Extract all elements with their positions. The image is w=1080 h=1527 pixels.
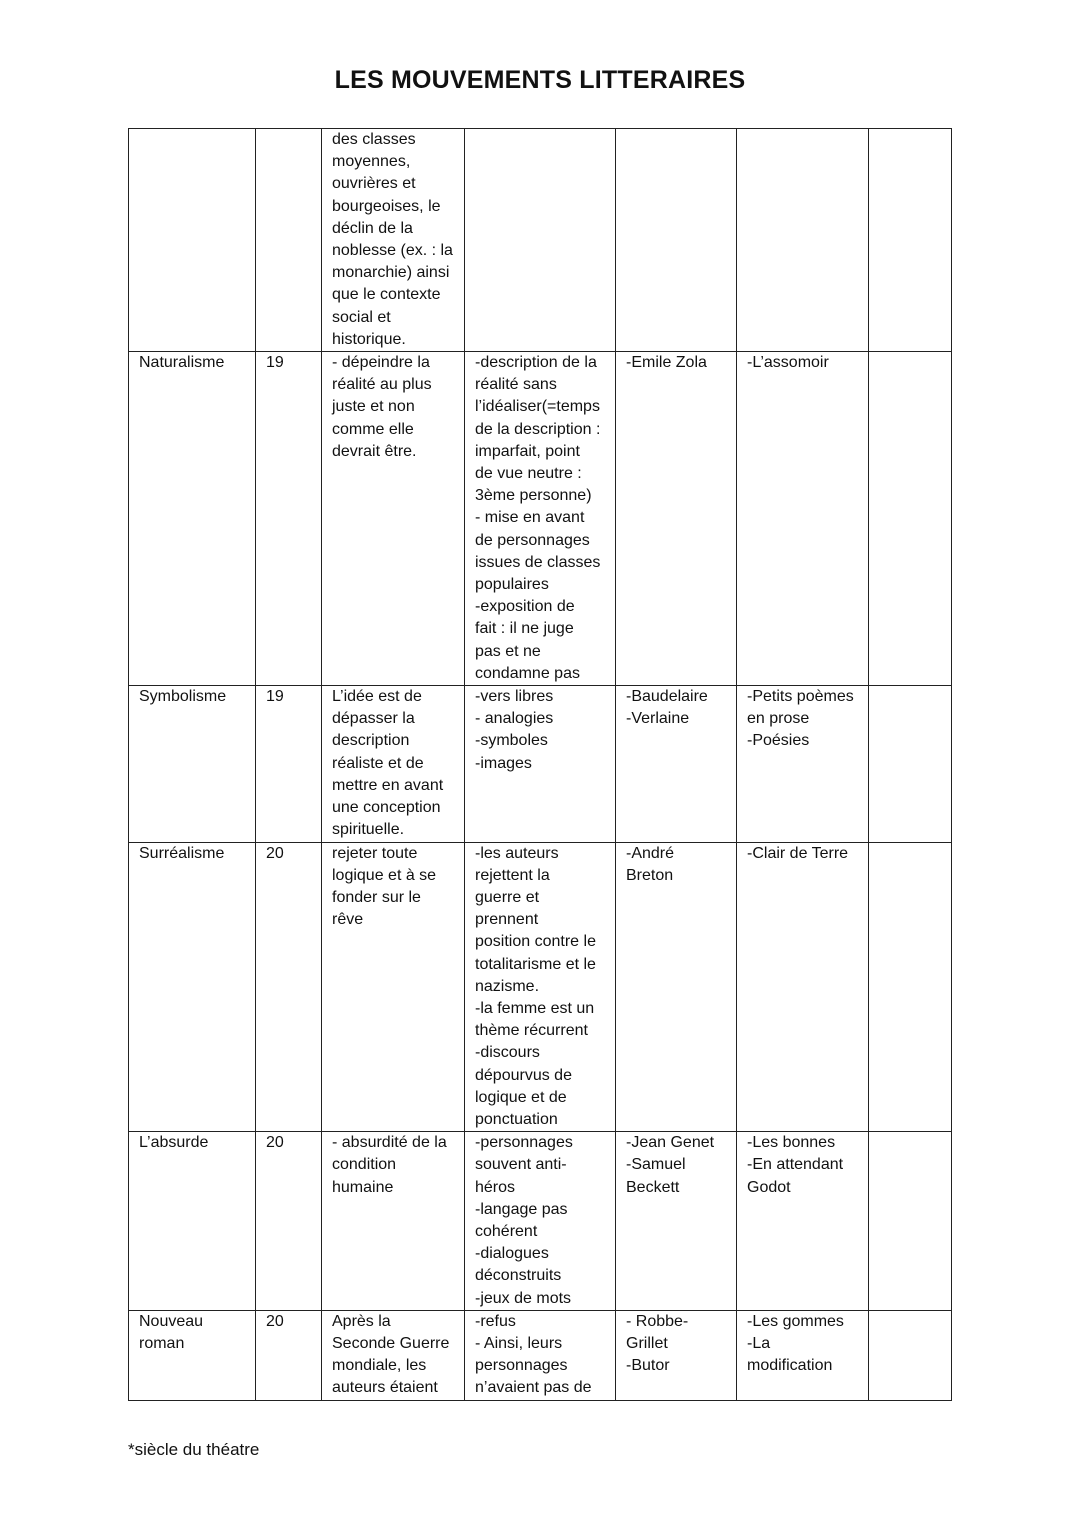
cell-caracteristiques: -description de la réalité sans l’idéaliser(=temps de la description : imparfait, point de vue neutre : 3ème personne) - mise en avant de personnages issues de classes populaires -exposition de fait : il ne juge pas et ne condamne pas xyxy=(465,352,616,686)
cell-extra xyxy=(869,686,952,842)
cell-auteurs: -André Breton xyxy=(616,842,737,1132)
cell-siecle: 20 xyxy=(256,842,322,1132)
cell-caracteristiques xyxy=(465,129,616,352)
cell-oeuvres: -Petits poèmes en prose -Poésies xyxy=(737,686,869,842)
cell-siecle xyxy=(256,129,322,352)
cell-mouvement: Symbolisme xyxy=(129,686,256,842)
cell-extra xyxy=(869,842,952,1132)
cell-siecle: 19 xyxy=(256,352,322,686)
cell-oeuvres: -Les gommes -La modification xyxy=(737,1310,869,1400)
table-row xyxy=(129,1132,952,1311)
cell-definition: Après la Seconde Guerre mondiale, les auteurs étaient xyxy=(322,1310,465,1400)
cell-extra xyxy=(869,352,952,686)
cell-auteurs: - Robbe- Grillet -Butor xyxy=(616,1310,737,1400)
cell-auteurs: -Emile Zola xyxy=(616,352,737,686)
cell-extra xyxy=(869,129,952,352)
cell-auteurs: -Jean Genet -Samuel Beckett xyxy=(616,1132,737,1311)
cell-mouvement: L’absurde xyxy=(129,1132,256,1311)
cell-oeuvres: -L’assomoir xyxy=(737,352,869,686)
cell-definition: - absurdité de la condition humaine xyxy=(322,1132,465,1311)
table-row xyxy=(129,1310,952,1400)
movements-table xyxy=(128,128,952,1401)
page-title: LES MOUVEMENTS LITTERAIRES xyxy=(334,66,746,94)
cell-mouvement: Naturalisme xyxy=(129,352,256,686)
cell-oeuvres xyxy=(737,129,869,352)
cell-mouvement xyxy=(129,129,256,352)
cell-mouvement: Nouveau roman xyxy=(129,1310,256,1400)
cell-caracteristiques: -les auteurs rejettent la guerre et prennent position contre le totalitarisme et le nazisme. -la femme est un thème récurrent -discours dépourvus de logique et de ponctuation xyxy=(465,842,616,1132)
cell-definition: L’idée est de dépasser la description réaliste et de mettre en avant une conception spirituelle. xyxy=(322,686,465,842)
cell-auteurs xyxy=(616,129,737,352)
cell-siecle: 19 xyxy=(256,686,322,842)
cell-extra xyxy=(869,1310,952,1400)
cell-siecle: 20 xyxy=(256,1132,322,1311)
cell-extra xyxy=(869,1132,952,1311)
cell-definition: des classes moyennes, ouvrières et bourgeoises, le déclin de la noblesse (ex. : la monarchie) ainsi que le contexte social et historique. xyxy=(322,129,465,352)
cell-definition: - dépeindre la réalité au plus juste et non comme elle devrait être. xyxy=(322,352,465,686)
cell-auteurs: -Baudelaire -Verlaine xyxy=(616,686,737,842)
table-row xyxy=(129,686,952,842)
cell-caracteristiques: -refus - Ainsi, leurs personnages n’avaient pas de xyxy=(465,1310,616,1400)
cell-mouvement: Surréalisme xyxy=(129,842,256,1132)
footnote: *siècle du théatre xyxy=(128,1440,260,1459)
cell-caracteristiques: -personnages souvent anti- héros -langage pas cohérent -dialogues déconstruits -jeux de mots xyxy=(465,1132,616,1311)
table-row xyxy=(129,129,952,352)
cell-siecle: 20 xyxy=(256,1310,322,1400)
cell-definition: rejeter toute logique et à se fonder sur le rêve xyxy=(322,842,465,1132)
table-row xyxy=(129,842,952,1132)
table-row xyxy=(129,352,952,686)
cell-caracteristiques: -vers libres - analogies -symboles -images xyxy=(465,686,616,842)
cell-oeuvres: -Les bonnes -En attendant Godot xyxy=(737,1132,869,1311)
cell-oeuvres: -Clair de Terre xyxy=(737,842,869,1132)
